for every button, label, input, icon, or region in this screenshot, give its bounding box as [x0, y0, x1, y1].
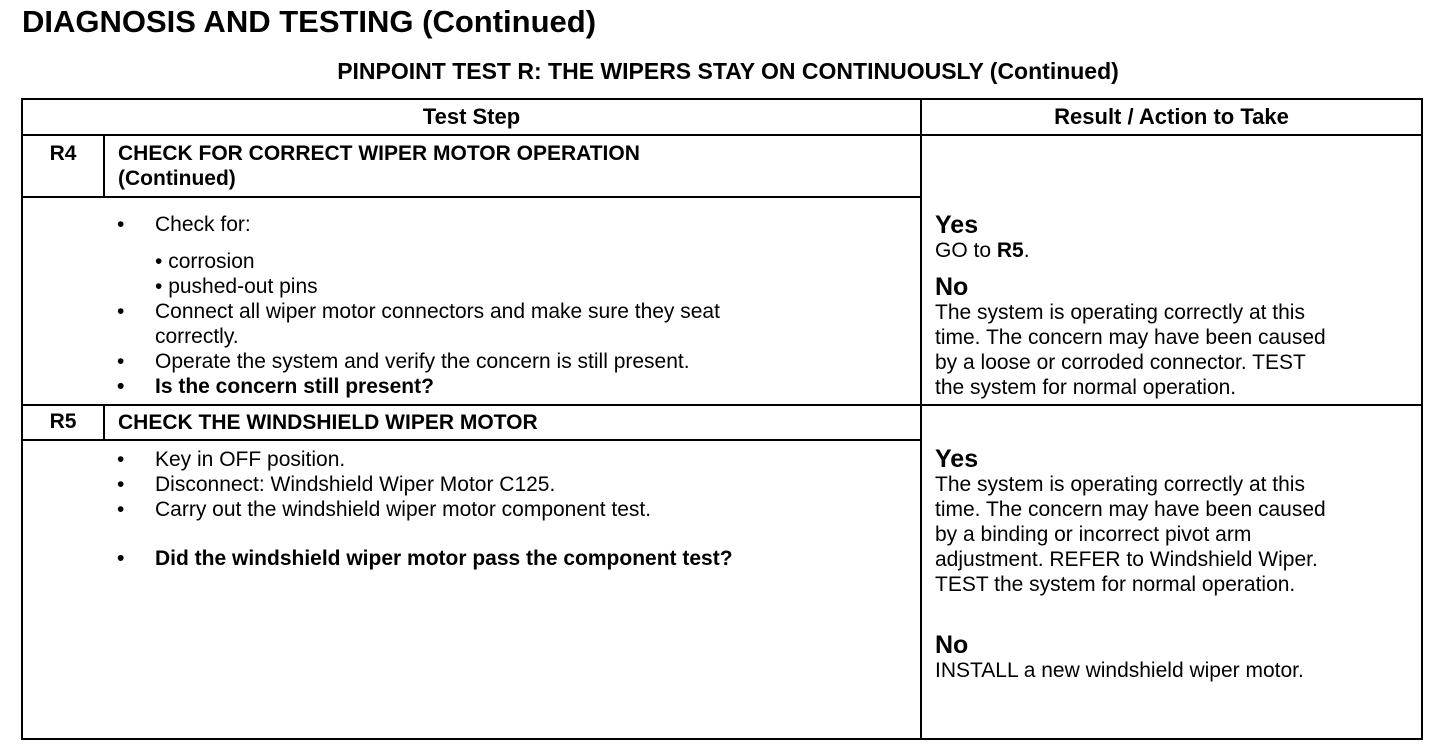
r5-heading: CHECK THE WINDSHIELD WIPER MOTOR: [118, 411, 538, 434]
r4-heading-line1: CHECK FOR CORRECT WIPER MOTOR OPERATION: [118, 142, 640, 165]
r4-sub-item-corrosion: • corrosion: [155, 250, 255, 273]
bullet: •: [117, 375, 125, 398]
pinpoint-test-title: PINPOINT TEST R: THE WIPERS STAY ON CONTINUOUSLY (Continued): [337, 58, 1119, 84]
r4-no-label: No: [935, 273, 969, 301]
r4-yes-label: Yes: [935, 211, 979, 239]
bullet: •: [117, 498, 125, 521]
step-id-r5: R5: [49, 410, 77, 433]
bullet: •: [117, 448, 125, 471]
r4-no-action: The system is operating correctly at this time. The concern may have been caused by a loose or corroded connector. TEST the system for normal operation.: [935, 301, 1326, 399]
r5-heading-divider: [21, 439, 922, 441]
r4-sub-item-pins: • pushed-out pins: [155, 275, 318, 298]
header-divider: [21, 134, 1423, 136]
bullet: •: [117, 547, 125, 570]
r4-connect-line1: Connect all wiper motor connectors and make sure they seat: [155, 300, 720, 323]
bullet: •: [117, 300, 125, 323]
sub-bullet: •: [155, 250, 163, 273]
step-id-r4: R4: [49, 142, 77, 165]
r4-heading: [118, 141, 908, 191]
r4-yes-target: R5: [996, 239, 1024, 262]
header-result-action: Result / Action to Take: [1054, 104, 1289, 129]
r4-heading-divider: [21, 196, 922, 198]
r4-yes-action: GO to R5.: [935, 239, 1030, 262]
r5-yes-action: The system is operating correctly at this time. The concern may have been caused by a binding or incorrect pivot arm adjustment. REFER to Windshield Wiper. TEST the system for normal operation.: [935, 473, 1326, 596]
header-test-step: Test Step: [422, 104, 521, 129]
r5-no-label: No: [935, 631, 969, 659]
r5-no-action: INSTALL a new windshield wiper motor.: [935, 659, 1304, 682]
r4-heading-line2: (Continued): [118, 167, 236, 190]
r4-r5-divider: [21, 404, 1423, 406]
bullet: •: [117, 213, 125, 236]
sub-bullet: •: [155, 275, 163, 298]
bullet: •: [117, 350, 125, 373]
bullet: •: [117, 473, 125, 496]
page-title: DIAGNOSIS AND TESTING (Continued): [22, 4, 597, 39]
column-divider: [920, 98, 922, 740]
r4-connect-line2: correctly.: [155, 325, 239, 348]
r5-yes-label: Yes: [935, 445, 979, 473]
